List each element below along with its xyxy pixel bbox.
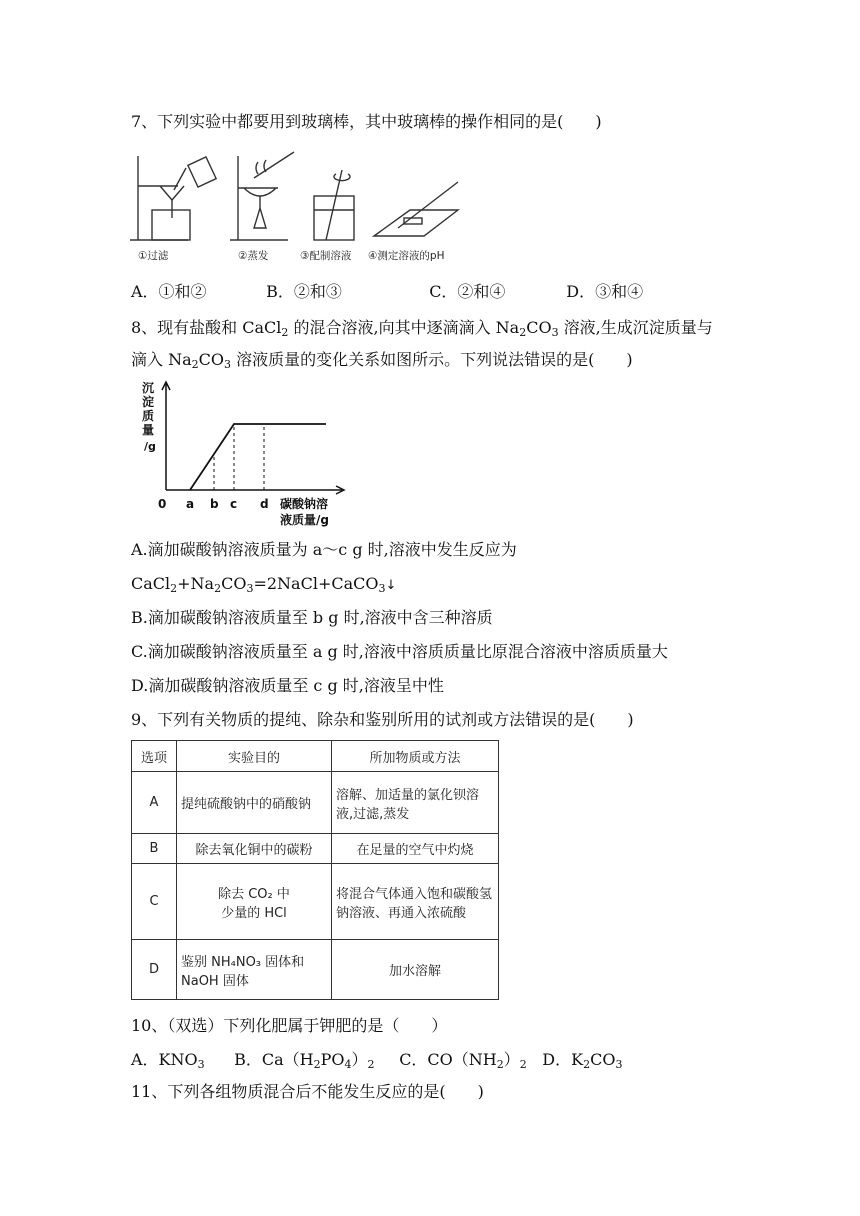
q10-option-a[interactable]	[131, 1050, 229, 1075]
q10-option-b[interactable]	[234, 1050, 394, 1075]
q8-eq-part-3: CO	[221, 574, 247, 593]
q8-stem2-text-3: 溶液质量的变化关系如图所示。下列说法错误的是( )	[231, 350, 633, 369]
q9-row-b-method: 在足量的空气中灼烧	[332, 834, 499, 864]
q8-option-a-equation	[131, 574, 396, 599]
q10-option-b-mid: PO	[320, 1050, 345, 1069]
q8-graph-origin: 0	[158, 497, 167, 511]
q9-row-c-method: 将混合气体通入饱和碳酸氢钠溶液、再通入浓硫酸	[332, 864, 499, 940]
q8-option-b[interactable]: B.滴加碳酸钠溶液质量至 b g 时,溶液中含三种溶质	[131, 608, 493, 627]
q9-row-b	[132, 834, 499, 864]
q7-stem: 7、下列实验中都要用到玻璃棒，其中玻璃棒的操作相同的是( )	[131, 112, 602, 131]
q8-precipitate-graph	[138, 378, 358, 530]
q7-apparatus-drawing	[128, 148, 468, 248]
q9-row-c	[132, 864, 499, 940]
q9-row-d	[132, 940, 499, 1000]
q9-row-a-option: A	[132, 772, 177, 834]
q7-fig-label-3: ③配制溶液	[300, 250, 352, 262]
q8-graph-yunit: /g	[144, 440, 156, 453]
q8-stem-sub-3: 3	[551, 326, 559, 339]
q8-graph-ylabel-3: 质	[142, 409, 155, 423]
q8-stem-text-2: 的混合溶液,向其中逐滴滴入 Na	[288, 318, 520, 337]
q9-row-a-method: 溶解、加适量的氯化钡溶液,过滤,蒸发	[332, 772, 499, 834]
q7-option-c[interactable]: C．②和④	[429, 282, 506, 301]
q9-row-c-goal-line2: 少量的 HCl	[221, 905, 287, 921]
q8-stem-line1	[131, 318, 713, 343]
q8-graph-curve	[190, 424, 326, 490]
q8-eq-part-2: +Na	[177, 574, 215, 593]
q8-graph-ylabel-1: 沉	[142, 381, 155, 395]
q7-apparatus-figure	[128, 148, 468, 268]
q7-fig-label-2: ②蒸发	[238, 250, 269, 262]
q9-table-header-row	[132, 741, 499, 772]
q8-stem-text-4: 溶液,生成沉淀质量与	[558, 318, 713, 337]
q8-graph-tick-d: d	[260, 497, 269, 511]
q8-option-c[interactable]: C.滴加碳酸钠溶液质量至 a g 时,溶液中溶质质量比原混合溶液中溶质质量大	[131, 642, 668, 661]
q10-option-b-sub3: 2	[367, 1058, 375, 1071]
q7-fig-label-4: ④测定溶液的pH	[368, 250, 445, 262]
q8-eq-precipitate-arrow: ↓	[385, 578, 397, 593]
q8-eq-part-4: =2NaCl+CaCO	[253, 574, 379, 593]
q9-row-a	[132, 772, 499, 834]
q9-row-b-goal: 除去氧化铜中的碳粉	[177, 834, 332, 864]
q8-eq-sub-1: 2	[170, 582, 178, 595]
q8-graph-ylabel-2: 淀	[142, 395, 155, 409]
q8-stem-sub-1: 2	[281, 326, 289, 339]
q9-stem: 9、下列有关物质的提纯、除杂和鉴别所用的试剂或方法错误的是( )	[131, 710, 634, 729]
q10-option-d[interactable]	[542, 1050, 622, 1075]
q7-fig-label-1: ①过滤	[138, 250, 169, 262]
q10-option-d-text: D．K	[542, 1050, 584, 1069]
q7-option-d[interactable]: D．③和④	[566, 282, 644, 301]
q10-option-d-mid: CO	[590, 1050, 616, 1069]
q8-graph-tick-c: c	[230, 497, 238, 511]
q10-options	[131, 1050, 622, 1075]
q8-stem-text-1: 8、现有盐酸和 CaCl	[131, 318, 282, 337]
q8-eq-sub-3: 3	[246, 582, 254, 595]
q10-option-c-sub2: 2	[519, 1058, 527, 1071]
q8-eq-sub-4: 3	[378, 582, 386, 595]
q8-option-d[interactable]: D.滴加碳酸钠溶液质量至 c g 时,溶液呈中性	[131, 676, 444, 695]
q8-graph-svg	[138, 378, 358, 530]
q7-option-b[interactable]: B．②和③	[266, 282, 342, 301]
q10-option-c[interactable]	[399, 1050, 537, 1075]
q9-row-c-goal	[177, 864, 332, 940]
q8-graph-tick-a: a	[186, 497, 195, 511]
q9-header-goal: 实验目的	[177, 741, 332, 772]
q8-graph-xlabel-2: 液质量/g	[280, 513, 329, 527]
q10-option-c-text: C．CO（NH	[399, 1050, 497, 1069]
q8-stem-line2	[131, 350, 633, 375]
q8-graph-ylabel-4: 量	[142, 423, 155, 437]
q8-graph-tick-b: b	[210, 497, 219, 511]
q9-header-option: 选项	[132, 741, 177, 772]
q10-option-b-end: ）	[351, 1050, 368, 1069]
q8-graph-xlabel-1: 碳酸钠溶	[280, 497, 329, 511]
q8-stem-sub-2: 2	[519, 326, 527, 339]
q11-stem: 11、下列各组物质混合后不能发生反应的是( )	[131, 1082, 484, 1101]
q9-row-b-option: B	[132, 834, 177, 864]
q10-option-c-sub1: 2	[496, 1058, 504, 1071]
q10-option-a-sub: 3	[197, 1058, 205, 1071]
q7-option-a[interactable]: A．①和②	[131, 282, 207, 301]
q10-option-b-sub1: 2	[313, 1058, 321, 1071]
q8-stem2-sub-1: 2	[191, 358, 199, 371]
q8-stem-text-3: CO	[526, 318, 552, 337]
q8-option-a-line1[interactable]: A.滴加碳酸钠溶液质量为 a～c g 时,溶液中发生反应为	[131, 540, 517, 559]
q10-option-b-text: B．Ca（H	[234, 1050, 314, 1069]
q8-eq-part-1: CaCl	[131, 574, 171, 593]
q9-row-a-goal: 提纯硫酸钠中的硝酸钠	[177, 772, 332, 834]
q9-row-d-method: 加水溶解	[332, 940, 499, 1000]
q8-stem2-text-1: 滴入 Na	[131, 350, 192, 369]
q7-options	[131, 282, 643, 302]
q8-stem2-sub-2: 3	[224, 358, 231, 371]
q8-stem2-text-2: CO	[198, 350, 224, 369]
q9-row-d-goal: 鉴别 NH₄NO₃ 固体和 NaOH 固体	[177, 940, 332, 1000]
q10-option-d-sub2: 3	[615, 1058, 623, 1071]
q8-eq-sub-2: 2	[214, 582, 222, 595]
q9-table	[131, 740, 499, 1000]
q9-row-c-goal-line1: 除去 CO₂ 中	[218, 886, 290, 902]
q9-row-d-option: D	[132, 940, 177, 1000]
q10-option-b-sub2: 4	[344, 1058, 352, 1071]
q10-option-c-end: ）	[503, 1050, 520, 1069]
q10-stem: 10、（双选）下列化肥属于钾肥的是（ ）	[131, 1016, 448, 1035]
q9-header-method: 所加物质或方法	[332, 741, 499, 772]
q10-option-a-text: A．KNO	[131, 1050, 198, 1069]
q10-option-d-sub1: 2	[583, 1058, 591, 1071]
q9-row-c-option: C	[132, 864, 177, 940]
